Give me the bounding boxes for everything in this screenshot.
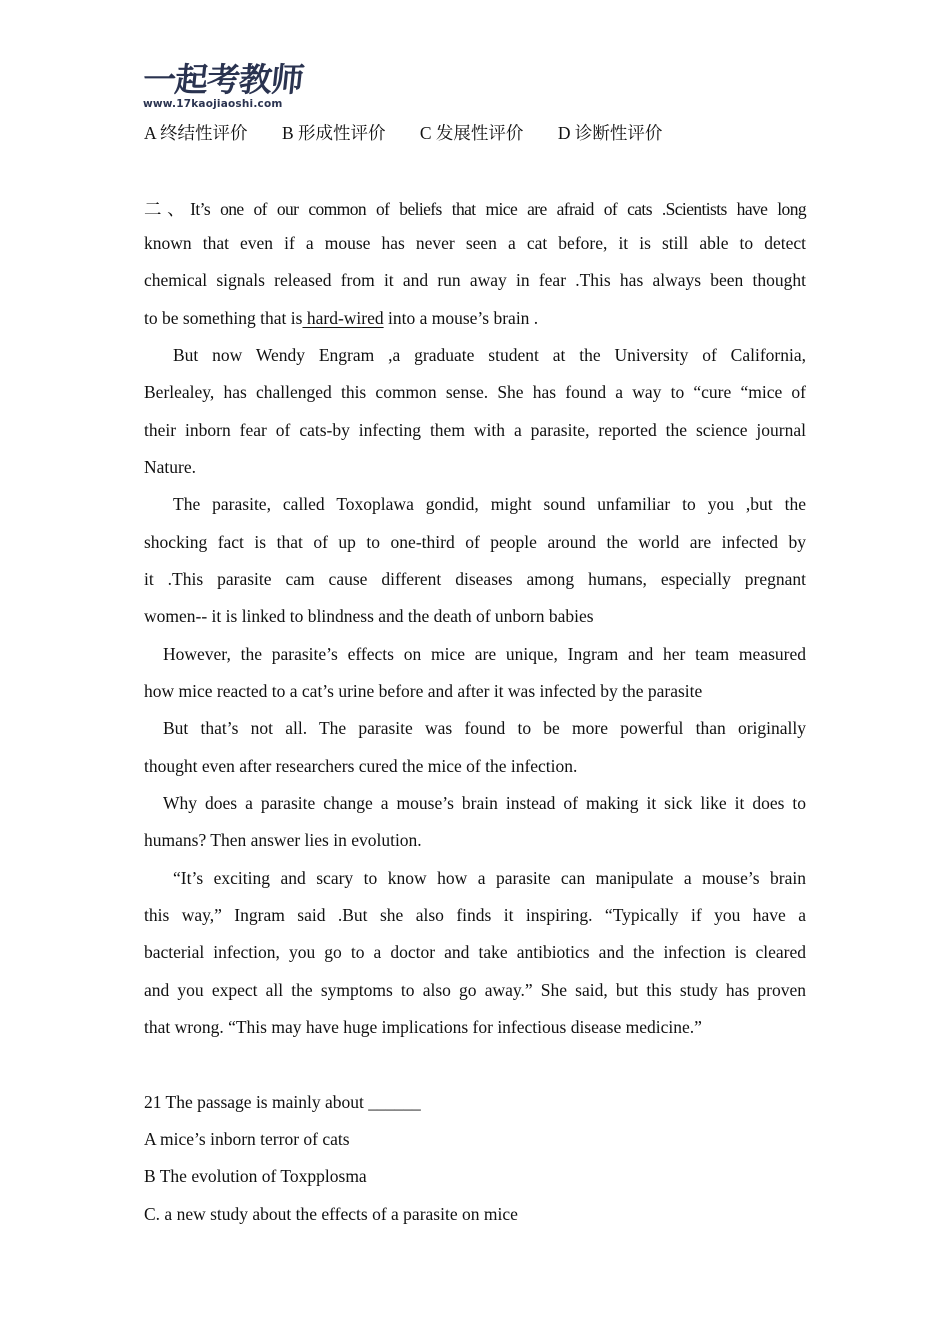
passage-line: However, the parasite’s effects on mice are unique, Ingram and her team measured [163,644,806,664]
passage-line: their inborn fear of cats-by infecting them with a parasite, reported the science journal [144,420,806,440]
option-a: A 终结性评价 [144,123,248,143]
passage-line: thought even after researchers cured the mice of the infection. [144,756,578,776]
passage-line: Berlealey, has challenged this common sense. She has found a way to “cure “mice of [144,382,806,402]
passage-line: But now Wendy Engram ,a graduate student at the University of California, [173,345,806,365]
passage-line: it .This parasite cam cause different diseases among humans, especially pregnant [144,569,806,589]
logo-text: 一起考教师 [141,60,306,99]
passage-line: bacterial infection, you go to a doctor and take antibiotics and the infection is cleared [144,942,806,962]
passage-line: humans? Then answer lies in evolution. [144,830,422,850]
passage-line: The parasite, called Toxoplawa gondid, might sound unfamiliar to you ,but the [173,494,806,514]
passage-line: Why does a parasite change a mouse’s brain instead of making it sick like it does to [163,793,806,813]
passage-line: women-- it is linked to blindness and the death of unborn babies [144,606,594,626]
answer-option: A mice’s inborn terror of cats [144,1129,350,1149]
logo-url: www.17kaojiaoshi.com [143,98,283,110]
option-d: D 诊断性评价 [557,123,663,143]
previous-question-options [144,120,806,145]
site-logo [143,62,313,112]
passage-line: chemical signals released from it and run away in fear .This has always been thought [144,270,806,290]
passage-text: into a mouse’s brain . [383,308,539,328]
passage-line: 二、It’s one of our common of beliefs that mice are afraid of cats .Scientists have long [144,199,806,219]
passage-line: this way,” Ingram said .But she also finds it inspiring. “Typically if you have a [144,905,806,925]
question-stem: 21 The passage is mainly about ______ [144,1092,421,1112]
underlined-word: hard-wired [302,308,384,328]
passage-line: and you expect all the symptoms to also go away.” She said, but this study has proven [144,980,806,1000]
passage-line: how mice reacted to a cat’s urine before and after it was infected by the parasite [144,681,703,701]
passage-line [144,308,806,329]
passage-text: to be something that is [144,308,303,328]
option-c: C 发展性评价 [419,123,524,143]
passage-line: shocking fact is that of up to one-third of people around the world are infected by [144,532,806,552]
passage-line: “It’s exciting and scary to know how a parasite can manipulate a mouse’s brain [173,868,806,888]
passage-line: Nature. [144,457,196,477]
passage-line: known that even if a mouse has never seen a cat before, it is still able to detect [144,233,806,253]
answer-option: C. a new study about the effects of a parasite on mice [144,1204,518,1224]
answer-option: B The evolution of Toxpplosma [144,1166,367,1186]
passage-line: that wrong. “This may have huge implications for infectious disease medicine.” [144,1017,702,1037]
option-b: B 形成性评价 [281,123,386,143]
passage-line: But that’s not all. The parasite was found to be more powerful than originally [163,718,806,738]
